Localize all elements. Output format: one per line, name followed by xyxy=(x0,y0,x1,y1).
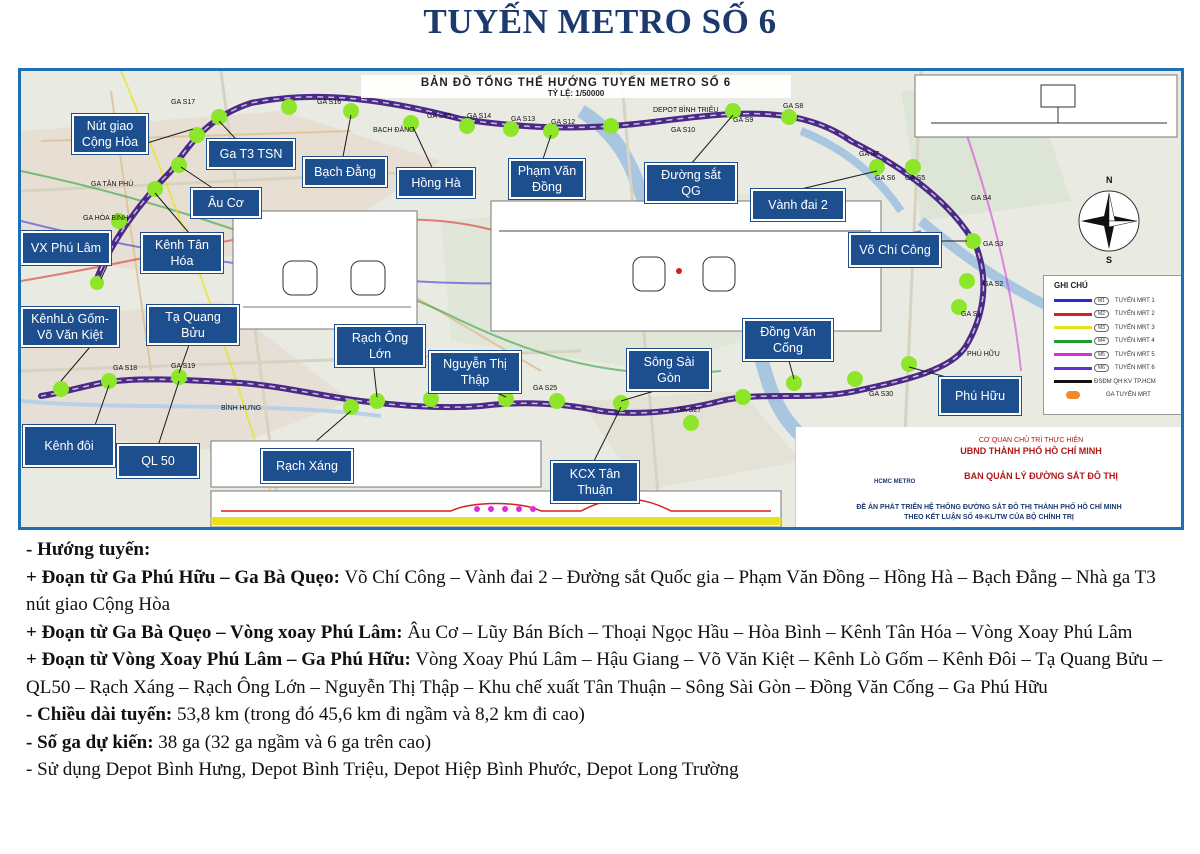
station-label-phu-huu: Phú Hữu xyxy=(939,377,1021,415)
station-label-hong-ha: Hồng Hà xyxy=(397,168,475,198)
station-dot xyxy=(847,371,863,387)
map-scale: TỶ LỆ: 1/50000 xyxy=(547,89,605,98)
station-code: GA S27 xyxy=(677,407,702,414)
station-code: GA S7 xyxy=(859,151,880,158)
station-dot xyxy=(498,391,514,407)
station-code: GA S14 xyxy=(467,113,492,120)
station-code: GA S18 xyxy=(113,365,138,372)
legend-title: GHI CHÚ xyxy=(1054,281,1088,290)
authority-line1: CƠ QUAN CHỦ TRÌ THỰC HIỆN xyxy=(978,437,1084,444)
compass-icon xyxy=(1079,191,1139,251)
authority-line4: ĐỀ ÁN PHÁT TRIỂN HỆ THỐNG ĐƯỜNG SẮT ĐÔ THỊ THÀNH PHỐ HỒ CHÍ MINH xyxy=(856,504,1122,511)
station-dot xyxy=(965,233,981,249)
station-code: GA S6 xyxy=(875,175,896,182)
description-heading: - Hướng tuyến: xyxy=(26,539,151,560)
authority-line3: BAN QUẢN LÝ ĐƯỜNG SẮT ĐÔ THỊ xyxy=(964,471,1118,481)
authority-line5: THEO KẾT LUẬN SỐ 49-KL/TW CỦA BỘ CHÍNH TRỊ xyxy=(904,514,1074,521)
station-dot xyxy=(101,373,117,389)
area-label: GA HÒA BÌNH xyxy=(83,215,129,222)
station-code: GA S13 xyxy=(511,116,536,123)
page-title: TUYẾN METRO SỐ 6 xyxy=(423,2,777,41)
station-label-ga-t3-tsn: Ga T3 TSN xyxy=(207,139,295,169)
legend-item: M1 TUYẾN MRT 1 xyxy=(1044,294,1183,308)
legend-item: GA TUYẾN MRT xyxy=(1044,389,1183,403)
legend-item: M2 TUYẾN MRT 2 xyxy=(1044,308,1183,322)
station-dot xyxy=(959,273,975,289)
station-label-dong-van-cong: Đồng Văn Cống xyxy=(743,319,833,361)
metro-route-map xyxy=(18,68,1184,530)
station-label-bach-dang: Bạch Đằng xyxy=(303,157,387,187)
station-dot xyxy=(53,381,69,397)
area-label: BẠCH ĐẰNG xyxy=(373,127,415,134)
station-code: GA S19 xyxy=(171,363,196,370)
station-code: GA S8 xyxy=(783,103,804,110)
station-dot xyxy=(603,118,619,134)
station-code: GA S12 xyxy=(551,119,576,126)
legend-item: ĐSĐM QH KV TP.HCM xyxy=(1044,375,1183,389)
depot-label: DEPOT BÌNH TRIỆU xyxy=(653,107,719,114)
station-label-kenh-lo-gom: KênhLò Gốm- Võ Văn Kiệt xyxy=(21,307,119,347)
map-header xyxy=(361,75,791,98)
map-header-title: BẢN ĐỒ TỔNG THỂ HƯỚNG TUYẾN METRO SỐ 6 xyxy=(420,77,732,89)
tunnel-cross-section-inset xyxy=(233,211,417,329)
authority-block xyxy=(795,427,1182,527)
area-label: GA TÂN PHÚ xyxy=(91,181,134,188)
station-count: - Số ga dự kiến: 38 ga (32 ga ngầm và 6 ga trên cao) xyxy=(26,731,432,753)
segment-3: + Đoạn từ Vòng Xoay Phú Lâm – Ga Phú Hữu: Vòng Xoay Phú Lâm – Hậu Giang – Võ Văn Kiệt – Kênh Lò Gốm – Kênh Đôi – Tạ Quang Bửu – QL50 – Rạch Xáng – Rạch Ông Lớn – Nguyễn Thị Thập – Khu chế xuất Tân Thuận – Sông Sài Gòn – Đồng Văn Cống – Ga Phú Hữu xyxy=(26,649,1163,698)
station-dot xyxy=(343,399,359,415)
legend-item: M4 TUYẾN MRT 4 xyxy=(1044,335,1183,349)
station-dot xyxy=(549,393,565,409)
station-dot xyxy=(735,389,751,405)
station-label-nguyen-thi-thap: Nguyễn Thị Thập xyxy=(429,351,521,393)
station-label-rach-ong-lon: Rạch Ông Lớn xyxy=(335,325,425,367)
station-code: GA S25 xyxy=(533,385,558,392)
legend-item: M6 TUYẾN MRT 6 xyxy=(1044,362,1183,376)
station-code: GA S5 xyxy=(905,175,926,182)
station-label-nut-giao-cong-hoa: Nút giao Cộng Hòa xyxy=(72,114,148,154)
station-dot xyxy=(901,356,917,372)
station-dot xyxy=(171,157,187,173)
station-label-kcx-tan-thuan: KCX Tân Thuận xyxy=(551,461,639,503)
route-description xyxy=(26,536,1176,784)
authority-footer xyxy=(796,503,1182,523)
station-code: GA S10 xyxy=(671,127,696,134)
station-dot xyxy=(423,391,439,407)
station-dot xyxy=(905,159,921,175)
station-dot xyxy=(211,109,227,125)
map-legend xyxy=(1043,275,1184,415)
station-label-duong-sat-qg: Đường sắt QG xyxy=(645,163,737,203)
station-dot xyxy=(459,118,475,134)
depot-info: - Sử dụng Depot Bình Hưng, Depot Bình Triệu, Depot Hiệp Bình Phước, Depot Long Trường xyxy=(26,759,739,780)
station-label-kenh-tan-hoa: Kênh Tân Hóa xyxy=(141,233,223,273)
station-label-kenh-doi: Kênh đôi xyxy=(23,425,115,467)
station-code: GA S3 xyxy=(983,241,1004,248)
station-dot xyxy=(613,395,629,411)
station-label-ta-quang-buu: Tạ Quang Bửu xyxy=(147,305,239,345)
station-dot xyxy=(781,109,797,125)
hcmc-metro-logo-text: HCMC METRO xyxy=(874,479,916,485)
station-label-vanh-dai-2: Vành đai 2 xyxy=(751,189,845,221)
route-length: - Chiều dài tuyến: 53,8 km (trong đó 45,6 km đi ngầm và 8,2 km đi cao) xyxy=(26,704,585,725)
station-dot xyxy=(147,181,163,197)
station-label-vx-phu-lam: VX Phú Lâm xyxy=(21,231,111,265)
segment-2: + Đoạn từ Ga Bà Quẹo – Vòng xoay Phú Lâm: Âu Cơ – Lũy Bán Bích – Thoại Ngọc Hầu – Hòa Bình – Kênh Tân Hóa – Vòng Xoay Phú Lâm xyxy=(26,621,1133,643)
compass-south: S xyxy=(1106,255,1113,265)
station-dot xyxy=(683,415,699,431)
area-label: BÌNH HƯNG xyxy=(221,405,262,412)
station-code: GA S2 xyxy=(983,281,1004,288)
station-label-ql50: QL 50 xyxy=(117,444,199,478)
legend-item: M5 TUYẾN MRT 5 xyxy=(1044,348,1183,362)
station-dot xyxy=(503,121,519,137)
station-code: GA S15 xyxy=(427,113,452,120)
profile-band xyxy=(211,517,781,525)
legend-item: M3 TUYẾN MRT 3 xyxy=(1044,321,1183,335)
elevated-section-inset xyxy=(915,75,1177,137)
marker-dot xyxy=(676,268,682,274)
authority-line2: UBND THÀNH PHỐ HỒ CHÍ MINH xyxy=(960,446,1102,456)
station-label-au-co: Âu Cơ xyxy=(191,188,261,218)
compass-north: N xyxy=(1106,175,1113,185)
station-dot xyxy=(281,99,297,115)
segment-1: + Đoạn từ Ga Phú Hữu – Ga Bà Quẹo: Võ Chí Công – Vành đai 2 – Đường sắt Quốc gia – Phạm Văn Đồng – Hồng Hà – Bạch Đằng – Nhà ga T3 nút giao Cộng Hòa xyxy=(26,566,1156,615)
area-label: PHÚ HỮU xyxy=(967,351,1000,358)
station-label-pham-van-dong: Phạm Văn Đồng xyxy=(509,159,585,199)
station-code: GA S30 xyxy=(869,391,894,398)
station-code: GA S9 xyxy=(733,117,754,124)
station-label-song-sai-gon: Sông Sài Gòn xyxy=(627,349,711,391)
station-label-vo-chi-cong: Võ Chí Công xyxy=(849,233,941,267)
station-code: GA S4 xyxy=(971,195,992,202)
station-code: GA S16 xyxy=(317,99,342,106)
station-code: GA S1 xyxy=(961,311,982,318)
station-code: GA S17 xyxy=(171,99,196,106)
station-label-rach-xang: Rạch Xáng xyxy=(261,449,353,483)
